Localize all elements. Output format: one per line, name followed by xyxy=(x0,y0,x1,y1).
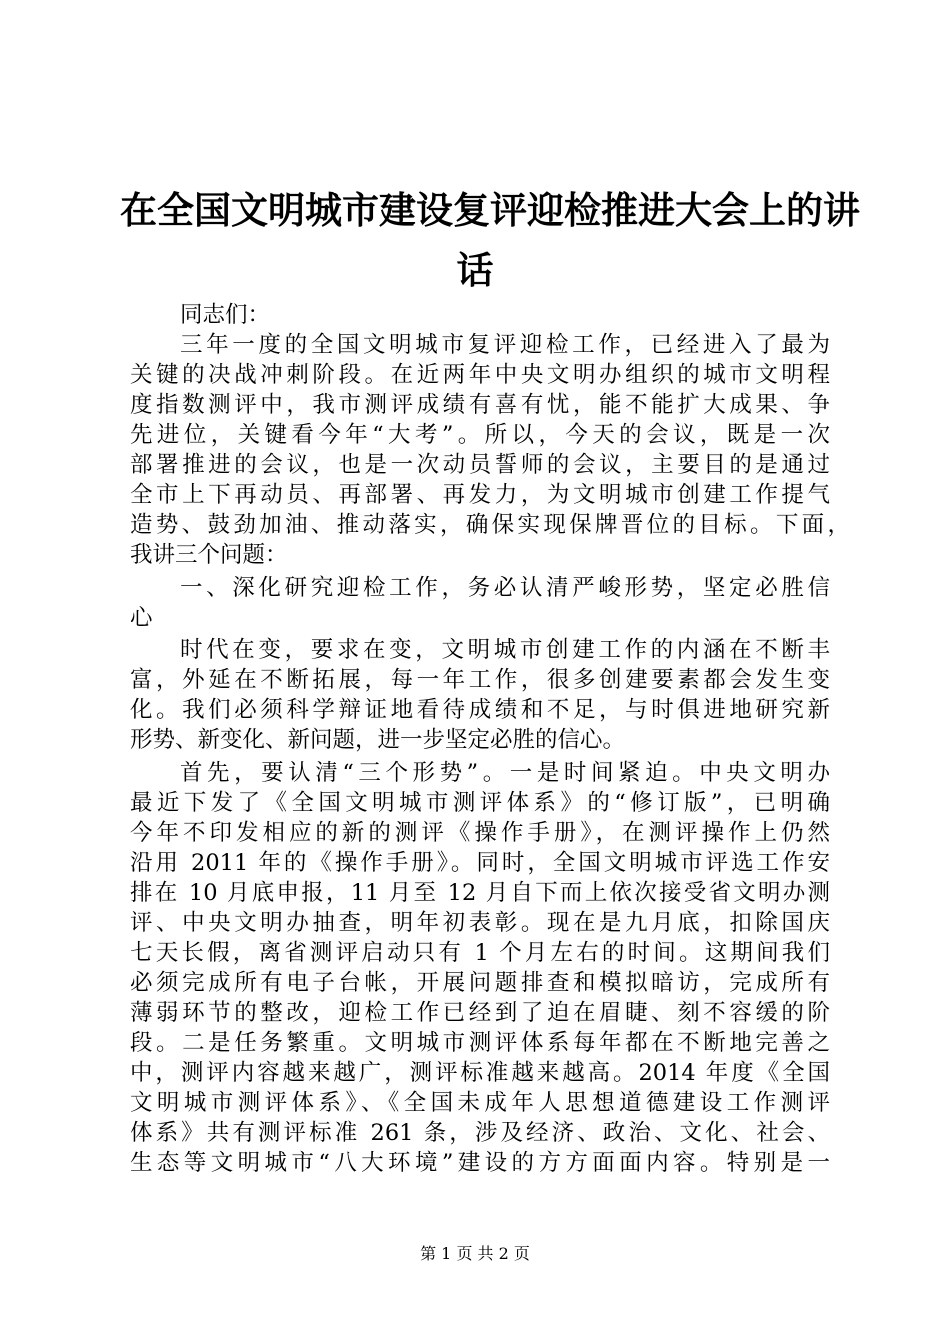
body-line: 形势、新变化、新问题，进一步坚定必胜的信心。 xyxy=(130,727,626,753)
body-line: 中，测评内容越来越广，测评标准越来越高。2014 年度《全国 xyxy=(130,1060,830,1086)
body-line: 关键的决战冲刺阶段。在近两年中央文明办组织的城市文明程 xyxy=(130,362,830,388)
body-line: 最近下发了《全国文明城市测评体系》的“修订版”，已明确 xyxy=(130,790,830,816)
body-line: 度指数测评中，我市测评成绩有喜有忧，能不能扩大成果、争 xyxy=(130,392,830,418)
body-line: 必须完成所有电子台帐，开展问题排查和模拟暗访，完成所有 xyxy=(130,970,830,996)
body-line: 文明城市测评体系》、《全国未成年人思想道德建设工作测评 xyxy=(130,1090,830,1116)
body-line: 今年不印发相应的新的测评《操作手册》，在测评操作上仍然 xyxy=(130,820,830,846)
body-line: 评、中央文明办抽查，明年初表彰。现在是九月底，扣除国庆 xyxy=(130,910,830,936)
body-line: 排在 10 月底申报，11 月至 12 月自下而上依次接受省文明办测 xyxy=(130,880,830,906)
body-line: 沿用 2011 年的《操作手册》。同时，全国文明城市评选工作安 xyxy=(130,850,830,876)
body-line: 首先，要认清“三个形势”。一是时间紧迫。中央文明办 xyxy=(180,760,830,786)
body-line: 富，外延在不断拓展，每一年工作，很多创建要素都会发生变 xyxy=(130,667,830,693)
body-line: 全市上下再动员、再部署、再发力，为文明城市创建工作提气 xyxy=(130,482,830,508)
body-line: 部署推进的会议，也是一次动员誓师的会议，主要目的是通过 xyxy=(130,452,830,478)
body-line: 造势、鼓劲加油、推动落实，确保实现保牌晋位的目标。下面， xyxy=(130,512,850,538)
body-line: 化。我们必须科学辩证地看待成绩和不足，与时俱进地研究新 xyxy=(130,697,830,723)
body-line: 时代在变，要求在变，文明城市创建工作的内涵在不断丰 xyxy=(180,637,830,663)
body-line: 体系》共有测评标准 261 条，涉及经济、政治、文化、社会、 xyxy=(130,1120,830,1146)
body-line: 生态等文明城市“八大环境”建设的方方面面内容。特别是一 xyxy=(130,1150,830,1176)
salutation: 同志们： xyxy=(180,302,271,328)
body-line: 我讲三个问题： xyxy=(130,542,288,568)
body-line: 先进位，关键看今年“大考”。所以，今天的会议，既是一次 xyxy=(130,422,830,448)
document-title-line-1: 在全国文明城市建设复评迎检推进大会上的讲 xyxy=(120,188,860,232)
section-heading: 一、深化研究迎检工作，务必认清严峻形势，坚定必胜信 xyxy=(180,575,830,601)
body-line: 薄弱环节的整改，迎检工作已经到了迫在眉睫、刻不容缓的阶 xyxy=(130,1000,830,1026)
body-line: 三年一度的全国文明城市复评迎检工作，已经进入了最为 xyxy=(180,332,830,358)
page-footer: 第 1 页 共 2 页 xyxy=(420,1244,530,1263)
section-heading-continued: 心 xyxy=(130,605,153,631)
body-line: 七天长假，离省测评启动只有 1 个月左右的时间。这期间我们 xyxy=(130,940,830,966)
document-title-line-2: 话 xyxy=(456,248,494,292)
body-line: 段。二是任务繁重。文明城市测评体系每年都在不断地完善之 xyxy=(130,1030,830,1056)
